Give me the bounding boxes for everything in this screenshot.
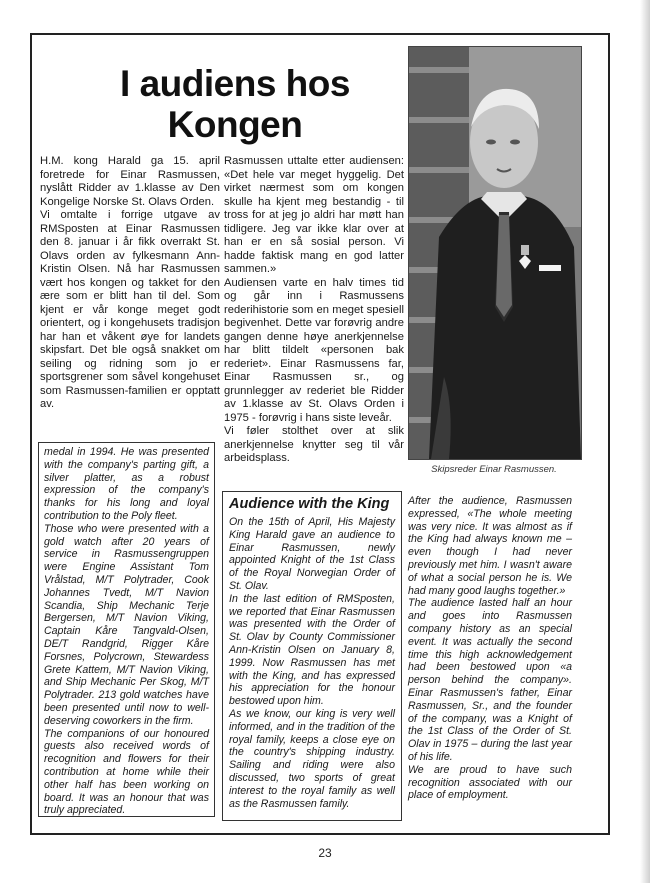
scan-edge-shadow <box>640 0 650 883</box>
sidebar-paragraph: The companions of our honoured guests also received words of recognition and flowers for their contribution at home while their other half has been working on board. It was an honour that was truly appreciated. <box>44 727 209 817</box>
english-paragraph: We are proud to have such recognition associated with our place of employment. <box>408 763 572 802</box>
portrait-photo <box>408 46 582 460</box>
headline <box>70 63 400 145</box>
norwegian-paragraph: H.M. kong Harald ga 15. april foretrede for Einar Rasmussen, nyslått Ridder av 1.klasse av Den Kongelige Norske St. Olavs Orden. <box>40 155 220 208</box>
photo-caption: Skipsreder Einar Rasmussen. <box>431 464 557 475</box>
headline-line-2: Kongen <box>167 103 303 145</box>
english-sidebar-continued <box>38 442 215 817</box>
norwegian-paragraph: Audiensen varte en halv times tid og går inn i Rasmussens rederihistorie som en meget spesiell begivenhet. Dette var forøvrig andre gangen denne høye anerkjennelse har blitt tildelt «personen bak rederiet». Einar Rasmussens far, Einar Rasmussen sr., og grunnlegger av rederiet ble Ridder av 1.klasse av St. Olavs Orden i 1975 - forøvrig i hans siste leveår. <box>224 276 404 424</box>
norwegian-paragraph: Vi føler stolthet over at slik anerkjennelse knytter seg til vår arbeidsplass. <box>224 425 404 464</box>
english-paragraph: After the audience, Rasmussen expressed, «The whole meeting was very nice. It was almost as if the King had always known me – even though I had never previously met him. I wasn't aware of what a social person he is. We had many good laughs together.» <box>408 495 572 597</box>
norwegian-column-left <box>40 155 220 412</box>
english-paragraph: On the 15th of April, His Majesty King Harald gave an audience to Einar Rasmussen, newly appointed Knight of the 1st Class of the Royal Norwegian Order of St. Olav. <box>229 516 395 592</box>
norwegian-paragraph: Vi omtalte i forrige utgave av RMSposten at Einar Rasmussen den 8. januar i år fikk overrakt St. Olavs orden av fylkesmann Ann-Kristin Olsen. Nå har Rasmussen vært hos kongen og takket for den ære som er blitt han til del. Som kjent er vår konge meget godt orientert, og i kongehusets tradisjon har han et våkent øye for landets skipsfart. Det ble også snakket om seiling og ridning som jo er sportsgrener som såvel kongehuset som Rasmussen-familien er opptatt av. <box>40 209 220 410</box>
headline-line-1: I audiens hos <box>120 62 350 104</box>
norwegian-column-middle <box>224 155 404 466</box>
english-article-continued <box>404 491 576 821</box>
english-article-box <box>222 491 402 821</box>
english-paragraph: As we know, our king is very well informed, and in the tradition of the royal family, keeps a close eye on the country's shipping industry. Sailing and riding were also discussed, two sports of great interest to the royal family as well as the Rasmussen family. <box>229 707 395 810</box>
sidebar-paragraph: Those who were presented with a gold watch after 20 years of service in Rasmussengruppen were Engine Assistant Tom Vrålstad, M/T Polytrader, Cook Johannes Tvedt, M/T Navion Scandia, Ship Mechanic Terje Bergersen, M/T Navion Viking, Captain Kåre Tangvald-Olsen, DE/T Randgrid, Rigger Kåre Forsnes, Polycrown, Stewardess Grete Kattem, M/T Navion Viking, and Ship Mechanic Per Skog, M/T Polytrader. 213 gold watches have been presented until now to well-deserving coworkers in the firm. <box>44 522 209 727</box>
sidebar-paragraph: medal in 1994. He was presented with the company's parting gift, a silver platter, as a robust expression of the company's thanks for his long and loyal contribution to the Poly fleet. <box>44 446 209 522</box>
page-number: 23 <box>318 846 332 860</box>
english-article-title: Audience with the King <box>229 496 390 512</box>
english-paragraph: In the last edition of RMSposten, we reported that Einar Rasmussen was presented with the Order of St. Olav by County Commissioner Ann-Kristin Olsen on January 8, 1999. Now Rasmussen has met with the King, and has expressed his appreciation for the honour bestowed upon him. <box>229 592 395 708</box>
norwegian-paragraph: Rasmussen uttalte etter audiensen: «Det hele var meget hyggelig. Det virket nærmest som om kongen skulle ha kjent meg bestandig - til tross for at jeg jo aldri har møtt han tidligere. Jeg var ikke klar over at han er en så sosial person. Vi hadde faktisk mang en god latter sammen.» <box>224 155 404 275</box>
english-paragraph: The audience lasted half an hour and goes into Rasmussen company history as an special event. It was actually the second time this high acknowledgement had been bestowed upon «a person behind the company». Einar Rasmussen's father, Einar Rasmussen, Sr., and the founder of the company, was a Knight of the 1st Class of the Order of St. Olav in 1975 – during the last year of his life. <box>408 597 572 763</box>
